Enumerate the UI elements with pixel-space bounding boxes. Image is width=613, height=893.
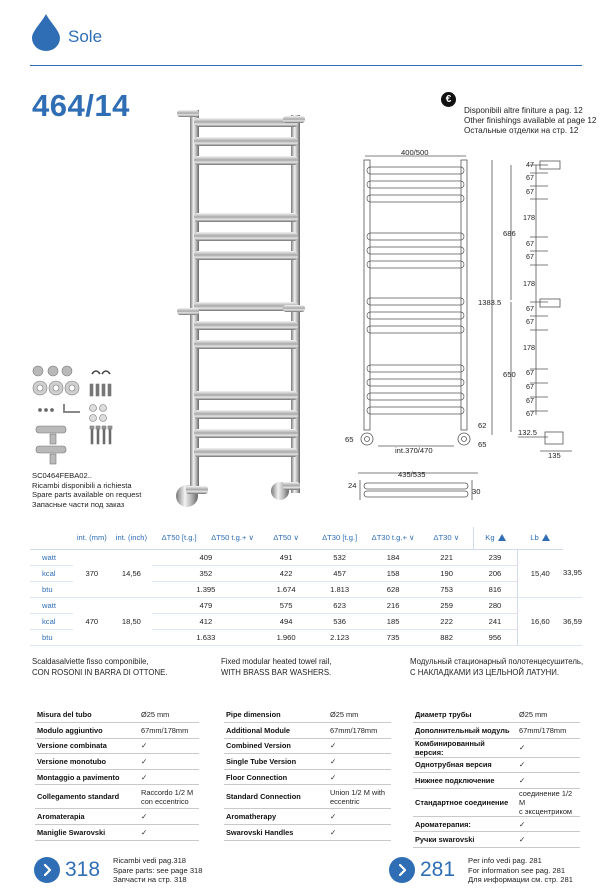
dim-seg: 67 xyxy=(526,187,534,196)
dim-62: 62 xyxy=(478,421,487,430)
feature-key: Additional Module xyxy=(224,723,328,739)
spare-line-it: Ricambi disponibili a richiesta xyxy=(32,480,132,490)
footer-note-line: Ricambi vedi pag.318 xyxy=(113,856,187,865)
feature-value xyxy=(139,785,199,809)
table-row xyxy=(413,816,580,832)
feature-value-line: con eccentrico xyxy=(141,796,189,806)
feature-key: Versione monotubo xyxy=(35,754,139,770)
feature-value-line: соединение 1/2 M xyxy=(519,788,573,807)
col-dt50-tgv: ΔT50 t.g.+ ∨ xyxy=(206,527,259,549)
value-cell: 184 xyxy=(366,549,419,565)
value-cell: 882 xyxy=(420,629,474,645)
table-row xyxy=(413,788,580,816)
col-lb-label: Lb xyxy=(530,533,539,543)
finishes-line-en: Other finishings available at page 12 xyxy=(464,116,597,125)
feature-key: Combined Version xyxy=(224,738,328,754)
spare-parts-caption xyxy=(32,471,141,509)
value-cell: 628 xyxy=(366,581,419,597)
value-cell: 216 xyxy=(366,597,419,613)
row-label-kcal: kcal xyxy=(30,565,73,581)
dim-686: 686 xyxy=(503,229,516,238)
footer-note-right xyxy=(468,856,573,885)
feature-value: Ø25 mm xyxy=(517,707,580,723)
spare-line-ru: Запасные части под заказ xyxy=(32,499,125,509)
value-cell: 1.960 xyxy=(259,629,313,645)
table-row xyxy=(413,832,580,848)
table-row xyxy=(224,825,391,841)
towel-rail-photo xyxy=(176,110,305,507)
table-row xyxy=(35,754,199,770)
feature-value: ✓ xyxy=(328,825,391,841)
feature-key: Aromatherapy xyxy=(224,809,328,825)
dim-seg: 67 xyxy=(526,317,534,326)
value-cell: 623 xyxy=(313,597,367,613)
dim-135: 135 xyxy=(548,451,561,460)
col-dt30-tg: ΔT30 [t.g.] xyxy=(313,527,367,549)
col-dt30-v: ΔT30 ∨ xyxy=(420,527,474,549)
table-row xyxy=(413,707,580,723)
spare-parts-code: SC0464FEBA02.. xyxy=(32,471,92,480)
feature-value: ✓ xyxy=(328,809,391,825)
weight-kg: 15,40 xyxy=(517,549,563,597)
value-cell: 222 xyxy=(420,613,474,629)
feature-value: 67mm/178mm xyxy=(517,723,580,739)
feature-value-line: Union 1/2 M with xyxy=(330,787,386,797)
table-row xyxy=(413,773,580,789)
feature-key: Standard Connection xyxy=(224,785,328,809)
table-row xyxy=(224,754,391,770)
feature-key: Aromaterapia xyxy=(35,809,139,825)
weight-icon xyxy=(498,534,506,541)
value-cell: 409 xyxy=(152,549,259,565)
feature-value xyxy=(517,788,580,816)
feature-value: ✓ xyxy=(139,809,199,825)
dim-seg: 67 xyxy=(526,239,534,248)
table-row xyxy=(35,707,199,723)
feature-value: 67mm/178mm xyxy=(328,723,391,739)
description-ru xyxy=(410,657,583,678)
euro-icon: € xyxy=(441,92,456,107)
dim-plan-left: 24 xyxy=(348,481,357,490)
page-link-281-button[interactable] xyxy=(389,857,415,883)
feature-value: ✓ xyxy=(517,757,580,773)
table-row xyxy=(35,723,199,739)
feature-key: Стандартное соединение xyxy=(413,788,517,816)
feature-key: Pipe dimension xyxy=(224,707,328,723)
col-dt50-tg: ΔT50 [t.g.] xyxy=(152,527,205,549)
feature-value: ✓ xyxy=(328,738,391,754)
value-cell: 479 xyxy=(152,597,259,613)
dim-seg: 47 xyxy=(526,160,534,169)
value-cell: 206 xyxy=(473,565,517,581)
value-cell: 532 xyxy=(313,549,367,565)
feature-key: Однотрубная версия xyxy=(413,757,517,773)
dim-total-height: 1383.5 xyxy=(478,298,502,307)
table-row xyxy=(224,707,391,723)
spec-header-row xyxy=(30,527,582,549)
description-line: WITH BRASS BAR WASHERS. xyxy=(221,667,332,677)
dim-seg: 178 xyxy=(523,343,535,352)
dim-seg: 67 xyxy=(526,382,534,391)
dim-seg: 67 xyxy=(526,304,534,313)
features-table-ru xyxy=(413,707,580,848)
table-row xyxy=(224,738,391,754)
value-cell: 491 xyxy=(259,549,313,565)
page-link-318-button[interactable] xyxy=(34,857,60,883)
feature-key: Floor Connection xyxy=(224,769,328,785)
col-int-mm: int. (mm) xyxy=(73,527,110,549)
feature-key: Диаметр трубы xyxy=(413,707,517,723)
feature-key: Versione combinata xyxy=(35,738,139,754)
description-line: Модульный стационарный полотенцесушитель, xyxy=(410,657,584,666)
weight-kg: 16,60 xyxy=(517,597,563,645)
value-cell: 1.395 xyxy=(152,581,259,597)
description-line: С НАКЛАДКАМИ ИЗ ЦЕЛЬНОЙ ЛАТУНИ. xyxy=(410,667,560,677)
table-row xyxy=(224,723,391,739)
table-row xyxy=(30,597,582,613)
feature-value: ✓ xyxy=(139,825,199,841)
footer-note-line: For information see pag. 281 xyxy=(468,865,566,875)
feature-value: Ø25 mm xyxy=(139,707,199,723)
page-number-left[interactable]: 318 xyxy=(65,858,101,881)
row-label-btu: btu xyxy=(30,629,73,645)
feature-key: Single Tube Version xyxy=(224,754,328,770)
row-label-kcal: kcal xyxy=(30,613,73,629)
value-cell: 239 xyxy=(473,549,517,565)
feature-value: ✓ xyxy=(139,754,199,770)
page-number-right[interactable]: 281 xyxy=(420,858,456,881)
footer-note-line: Spare parts: see page 318 xyxy=(113,865,203,875)
col-lb xyxy=(517,527,563,549)
chevron-right-icon xyxy=(34,857,60,883)
feature-value: ✓ xyxy=(139,769,199,785)
value-cell: 536 xyxy=(313,613,367,629)
row-label-btu: btu xyxy=(30,581,73,597)
value-cell: 816 xyxy=(473,581,517,597)
feature-value: 67mm/178mm xyxy=(139,723,199,739)
value-cell: 221 xyxy=(420,549,474,565)
dim-width-top: 400/500 xyxy=(401,148,429,157)
value-cell: 753 xyxy=(420,581,474,597)
feature-value: ✓ xyxy=(328,769,391,785)
features-table-it xyxy=(35,707,199,841)
footer-note-line: Per info vedi pag. 281 xyxy=(468,856,542,865)
table-row xyxy=(224,785,391,809)
feature-key: Комбинированный версия: xyxy=(413,738,517,757)
dim-seg: 67 xyxy=(526,173,534,182)
table-row xyxy=(35,738,199,754)
feature-key: Maniglie Swarovski xyxy=(35,825,139,841)
table-row xyxy=(413,723,580,739)
chevron-right-icon xyxy=(389,857,415,883)
value-cell: 575 xyxy=(259,597,313,613)
feature-key: Ручки swarovski xyxy=(413,832,517,848)
feature-key: Modulo aggiuntivo xyxy=(35,723,139,739)
feature-key: Misura del tubo xyxy=(35,707,139,723)
weight-lb: 36,59 xyxy=(563,597,582,645)
value-cell: 280 xyxy=(473,597,517,613)
table-row xyxy=(224,809,391,825)
value-cell: 241 xyxy=(473,613,517,629)
dim-seg: 67 xyxy=(526,409,534,418)
description-line: Fixed modular heated towel rail, xyxy=(221,657,332,666)
model-number: 464/14 xyxy=(32,88,130,123)
dim-int-bottom: int.370/470 xyxy=(395,446,433,455)
spare-parts-photo xyxy=(33,366,112,464)
value-cell: 457 xyxy=(313,565,367,581)
footer-note-left xyxy=(113,856,203,885)
feature-key: Swarovski Handles xyxy=(224,825,328,841)
table-row xyxy=(224,769,391,785)
feature-key: Нижнее подключение xyxy=(413,773,517,789)
footer-note-line: Для информации см. стр. 281 xyxy=(468,875,573,885)
dim-132-5: 132.5 xyxy=(518,428,538,437)
dim-side-left: 65 xyxy=(345,435,354,444)
feature-value-line: Raccordo 1/2 M xyxy=(141,787,194,797)
feature-key: Collegamento standard xyxy=(35,785,139,809)
feature-value: ✓ xyxy=(328,754,391,770)
col-dt30-tgv: ΔT30 t.g.+ ∨ xyxy=(366,527,419,549)
feature-value: ✓ xyxy=(517,773,580,789)
features-table-en xyxy=(224,707,391,841)
row-label-watt: watt xyxy=(30,597,73,613)
feature-value: Ø25 mm xyxy=(328,707,391,723)
feature-key: Montaggio a pavimento xyxy=(35,769,139,785)
dim-plan-width: 435/535 xyxy=(398,470,426,479)
value-cell: 352 xyxy=(152,565,259,581)
dim-seg: 67 xyxy=(526,252,534,261)
value-cell: 259 xyxy=(420,597,474,613)
int-mm: 370 xyxy=(73,549,110,597)
dim-seg: 67 xyxy=(526,368,534,377)
dim-650: 650 xyxy=(503,370,516,379)
spec-table xyxy=(30,527,582,646)
int-inch: 18,50 xyxy=(110,597,152,645)
row-label-watt: watt xyxy=(30,549,73,565)
dim-seg: 67 xyxy=(526,396,534,405)
value-cell: 190 xyxy=(420,565,474,581)
spare-line-en: Spare parts available on request xyxy=(32,490,142,500)
table-row xyxy=(35,809,199,825)
value-cell: 185 xyxy=(366,613,419,629)
feature-value: ✓ xyxy=(139,738,199,754)
value-cell: 158 xyxy=(366,565,419,581)
col-kg-label: Kg xyxy=(485,533,495,543)
dim-side-right: 65 xyxy=(478,440,487,449)
table-row xyxy=(35,785,199,809)
weight-icon xyxy=(542,534,550,541)
feature-key: Ароматерапия: xyxy=(413,816,517,832)
table-row xyxy=(35,769,199,785)
description-en xyxy=(221,657,332,678)
col-kg xyxy=(473,527,517,549)
value-cell: 1.674 xyxy=(259,581,313,597)
value-cell: 956 xyxy=(473,629,517,645)
col-int-inch: int. (inch) xyxy=(110,527,152,549)
int-mm: 470 xyxy=(73,597,110,645)
description-line: CON ROSONI IN BARRA DI OTTONE. xyxy=(32,667,168,677)
feature-value: ✓ xyxy=(517,816,580,832)
weight-lb: 33,95 xyxy=(563,549,582,597)
table-row xyxy=(413,738,580,757)
value-cell: 1.813 xyxy=(313,581,367,597)
value-cell: 735 xyxy=(366,629,419,645)
finishes-line-it: Disponibili altre finiture a pag. 12 xyxy=(464,106,583,115)
col-dt50-v: ΔT50 ∨ xyxy=(259,527,313,549)
dim-seg: 178 xyxy=(523,213,535,222)
value-cell: 494 xyxy=(259,613,313,629)
feature-value-line: с эксцентриком xyxy=(519,806,573,816)
table-row xyxy=(30,549,582,565)
technical-drawing xyxy=(358,156,572,500)
feature-key: Дополнительный модуль xyxy=(413,723,517,739)
dim-plan-right: 30 xyxy=(472,487,481,496)
value-cell: 2.123 xyxy=(313,629,367,645)
brand-name: Sole xyxy=(68,27,103,46)
feature-value: ✓ xyxy=(517,832,580,848)
feature-value-line: eccentric xyxy=(330,796,360,806)
int-inch: 14,56 xyxy=(110,549,152,597)
description-it xyxy=(32,657,167,678)
table-row xyxy=(413,757,580,773)
feature-value xyxy=(328,785,391,809)
dim-seg: 178 xyxy=(523,279,535,288)
value-cell: 412 xyxy=(152,613,259,629)
finishes-line-ru: Остальные отделки на стр. 12 xyxy=(464,126,579,135)
feature-value: ✓ xyxy=(517,738,580,757)
value-cell: 1.633 xyxy=(152,629,259,645)
table-row xyxy=(35,825,199,841)
footer-note-line: Запчасти на стр. 318 xyxy=(113,875,187,885)
value-cell: 422 xyxy=(259,565,313,581)
description-line: Scaldasalviette fisso componibile, xyxy=(32,657,149,666)
